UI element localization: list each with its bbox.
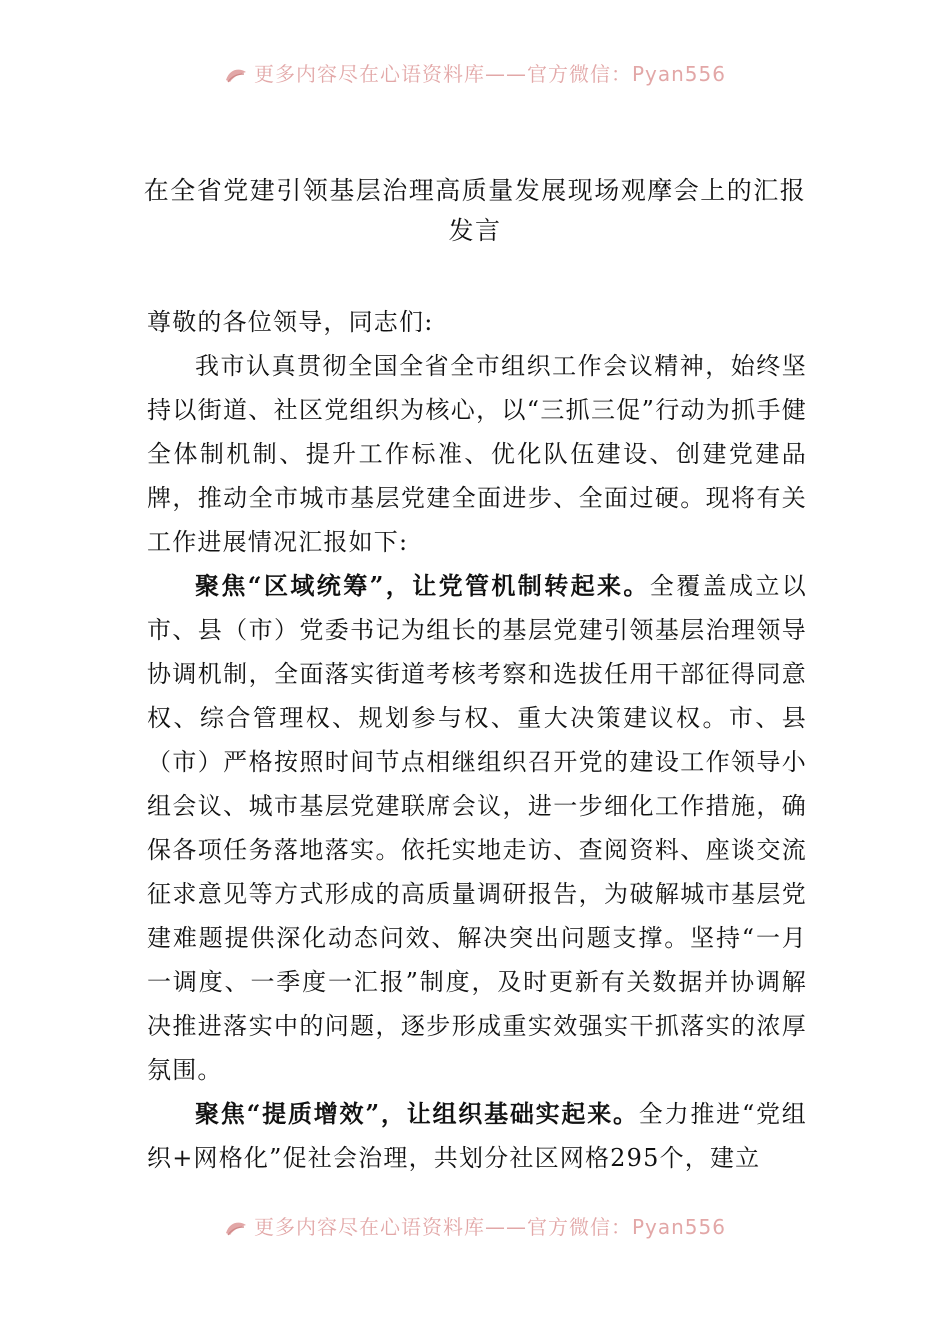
salutation: 尊敬的各位领导，同志们: bbox=[147, 308, 434, 336]
leaf-logo-icon bbox=[224, 66, 248, 84]
intro-paragraph: 我市认真贯彻全国全省全市组织工作会议精神，始终坚持以街道、社区党组织为核心，以“三抓三促”行动为抓手健全体制机制、提升工作标准、优化队伍建设、创建党建品牌，推动全市城市基层党建全面进步、全面过硬。现将有关工作进展情况汇报如下: bbox=[147, 352, 807, 556]
watermark-text: 更多内容尽在心语资料库——官方微信：Pyan556 bbox=[253, 62, 726, 86]
document-title bbox=[120, 171, 830, 251]
header-watermark bbox=[0, 58, 950, 87]
leaf-logo-icon bbox=[224, 1219, 248, 1237]
title-line-1: 在全省党建引领基层治理高质量发展现场观摩会上的汇报 bbox=[143, 176, 807, 205]
section-paragraph-1 bbox=[147, 564, 807, 1092]
section-body-2: 全力推进“党组织+网格化”促社会治理，共划分社区网格295个，建立 bbox=[147, 1100, 807, 1172]
title-line-2: 发言 bbox=[448, 216, 502, 245]
footer-watermark bbox=[0, 1211, 950, 1240]
section-body-1: 全覆盖成立以市、县（市）党委书记为组长的基层党建引领基层治理领导协调机制，全面落实街道考核考察和选拔任用干部征得同意权、综合管理权、规划参与权、重大决策建议权。市、县（市）严格按照时间节点相继组织召开党的建设工作领导小组会议、城市基层党建联席会议，进一步细化工作措施，确保各项任务落地落实。依托实地走访、查阅资料、座谈交流征求意见等方式形成的高质量调研报告，为破解城市基层党建难题提供深化动态问效、解决突出问题支撑。坚持“一月一调度、一季度一汇报”制度，及时更新有关数据并协调解决推进落实中的问题，逐步形成重实效强实干抓落实的浓厚氛围。 bbox=[147, 572, 807, 1084]
section-paragraph-2 bbox=[147, 1092, 807, 1180]
document-body bbox=[147, 300, 807, 1180]
watermark-text: 更多内容尽在心语资料库——官方微信：Pyan556 bbox=[253, 1215, 726, 1239]
section-lead-2: 聚焦“提质增效”，让组织基础实起来。 bbox=[195, 1099, 639, 1128]
section-lead-1: 聚焦“区域统筹”，让党管机制转起来。 bbox=[195, 571, 650, 600]
